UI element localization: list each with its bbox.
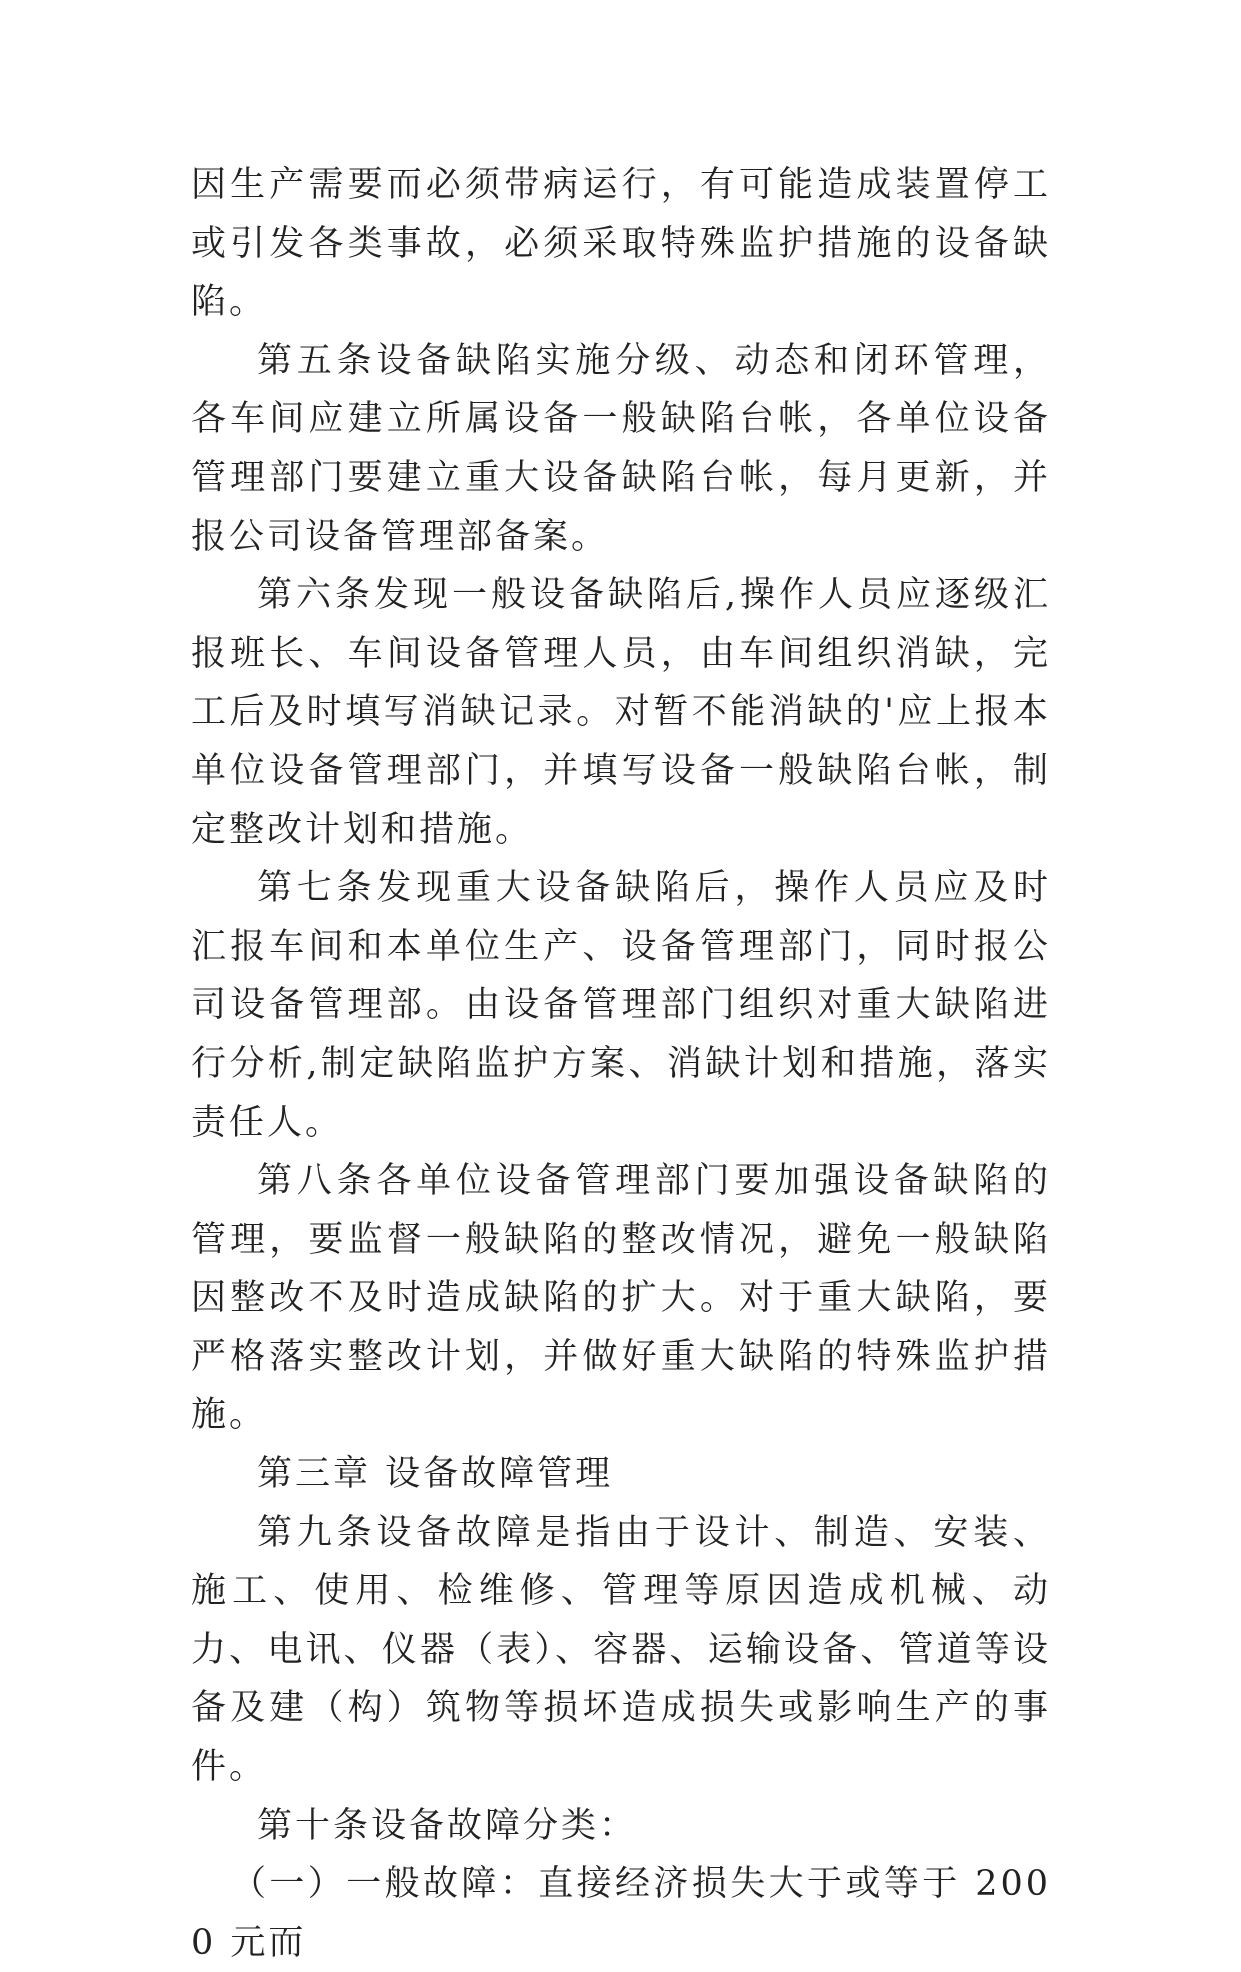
chapter-heading: 第三章 设备故障管理 — [257, 1454, 614, 1495]
paragraph-continuation: 因生产需要而必须带病运行，有可能造成装置停工或引发各类事故，必须采取特殊监护措施的设备缺陷。 — [191, 165, 1051, 323]
paragraph-article-8: 第八条各单位设备管理部门要加强设备缺陷的管理，要监督一般缺陷的整改情况，避免一般缺陷因整改不及时造成缺陷的扩大。对于重大缺陷，要严格落实整改计划，并做好重大缺陷的特殊监护措施。 — [191, 1161, 1051, 1436]
paragraph-article-5: 第五条设备缺陷实施分级、动态和闭环管理，各车间应建立所属设备一般缺陷台帐，各单位设备管理部门要建立重大设备缺陷台帐，每月更新，并报公司设备管理部备案。 — [191, 340, 1051, 557]
document-body — [191, 156, 1051, 1972]
paragraph-article-10: 第十条设备故障分类： — [257, 1805, 638, 1846]
paragraph-article-9: 第九条设备故障是指由于设计、制造、安装、施工、使用、检维修、管理等原因造成机械、动力、电讯、仪器（表）、容器、运输设备、管道等设备及建（构）筑物等损坏造成损失或影响生产的事件。 — [191, 1512, 1051, 1788]
paragraph-article-6: 第六条发现一般设备缺陷后,操作人员应逐级汇报班长、车间设备管理人员，由车间组织消缺，完工后及时填写消缺记录。对暂不能消缺的'应上报本单位设备管理部门，并填写设备一般缺陷台帐，制定整改计划和措施。 — [191, 575, 1051, 850]
paragraph-article-7: 第七条发现重大设备缺陷后，操作人员应及时汇报车间和本单位生产、设备管理部门，同时报公司设备管理部。由设备管理部门组织对重大缺陷进行分析,制定缺陷监护方案、消缺计划和措施，落实责任人。 — [191, 868, 1051, 1143]
list-item-general-fault: （一）一般故障：直接经济损失大于或等于 2000 元而 — [191, 1864, 1051, 1963]
